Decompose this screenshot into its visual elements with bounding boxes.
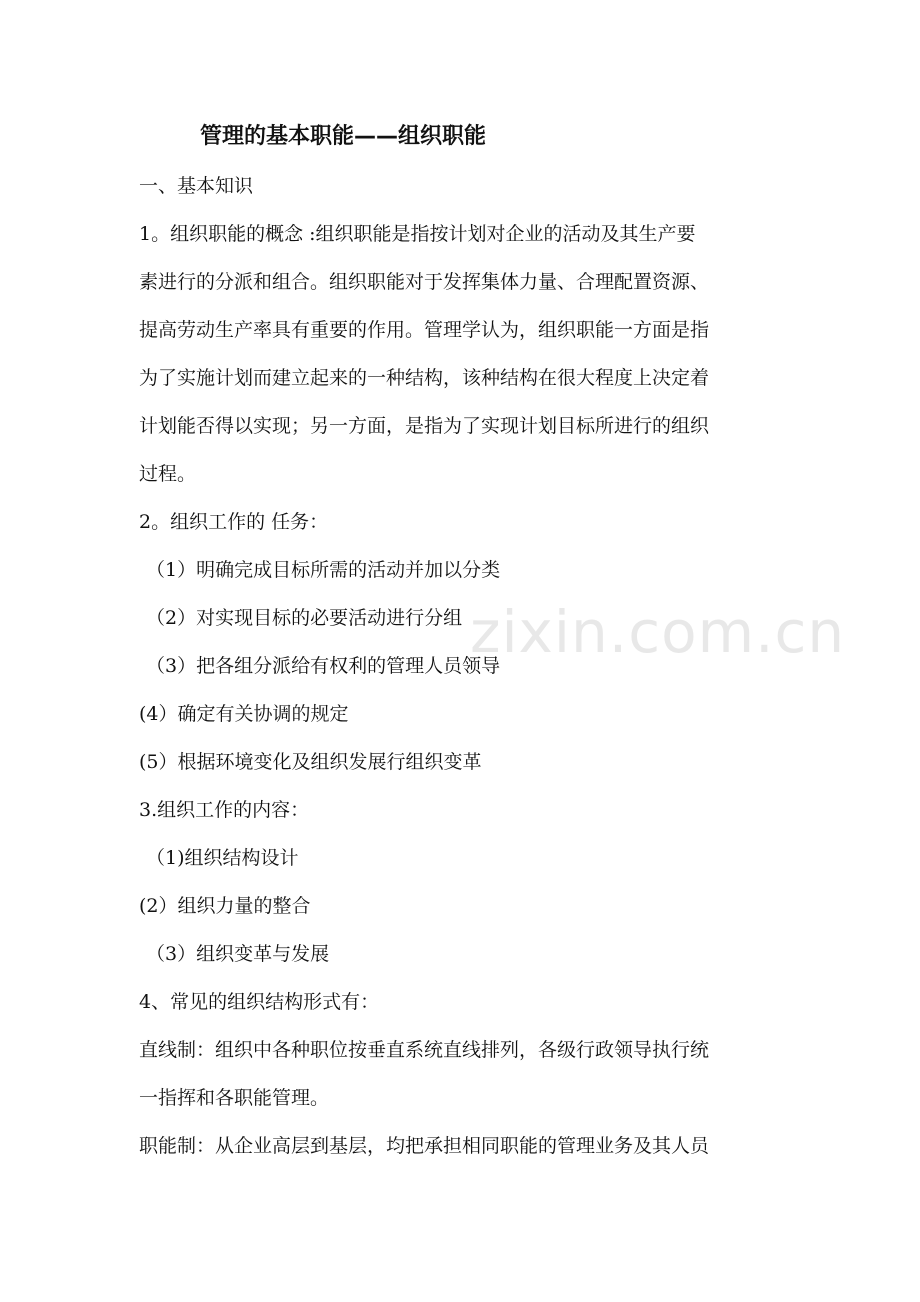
list-item: （1)组织结构设计 — [146, 847, 299, 869]
paragraph-line: 计划能否得以实现；另一方面，是指为了实现计划目标所进行的组织 — [139, 415, 710, 437]
list-item: （3）组织变革与发展 — [146, 943, 330, 965]
paragraph-line: 为了实施计划而建立起来的一种结构，该种结构在很大程度上决定着 — [139, 367, 710, 389]
section-heading-contents: 3.组织工作的内容： — [139, 799, 310, 821]
paragraph-line: 素进行的分派和组合。组织职能对于发挥集体力量、合理配置资源、 — [139, 271, 710, 293]
document-title: 管理的基本职能——组织职能 — [200, 124, 487, 149]
section-heading-basic-knowledge: 一、基本知识 — [139, 175, 254, 197]
paragraph-line: 过程。 — [139, 463, 197, 485]
paragraph-line: 一指挥和各职能管理。 — [139, 1087, 330, 1109]
paragraph-line: 直线制：组织中各种职位按垂直系统直线排列，各级行政领导执行统 — [139, 1039, 710, 1061]
list-item: (5）根据环境变化及组织发展行组织变革 — [139, 751, 482, 773]
list-item: （1）明确完成目标所需的活动并加以分类 — [146, 559, 501, 581]
watermark: zixin.com.cn — [470, 598, 846, 666]
section-heading-tasks: 2。组织工作的 任务： — [139, 511, 329, 533]
list-item: （3）把各组分派给有权利的管理人员领导 — [146, 655, 501, 677]
paragraph-line: 提高劳动生产率具有重要的作用。管理学认为，组织职能一方面是指 — [139, 319, 710, 341]
section-heading-structure-forms: 4、常见的组织结构形式有： — [139, 991, 380, 1013]
paragraph-line: 职能制：从企业高层到基层，均把承担相同职能的管理业务及其人员 — [139, 1135, 710, 1157]
list-item: （2）对实现目标的必要活动进行分组 — [146, 607, 463, 629]
list-item: (4）确定有关协调的规定 — [139, 703, 349, 725]
paragraph-line: 1。组织职能的概念 :组织职能是指按计划对企业的活动及其生产要 — [139, 223, 696, 245]
list-item: (2）组织力量的整合 — [139, 895, 311, 917]
